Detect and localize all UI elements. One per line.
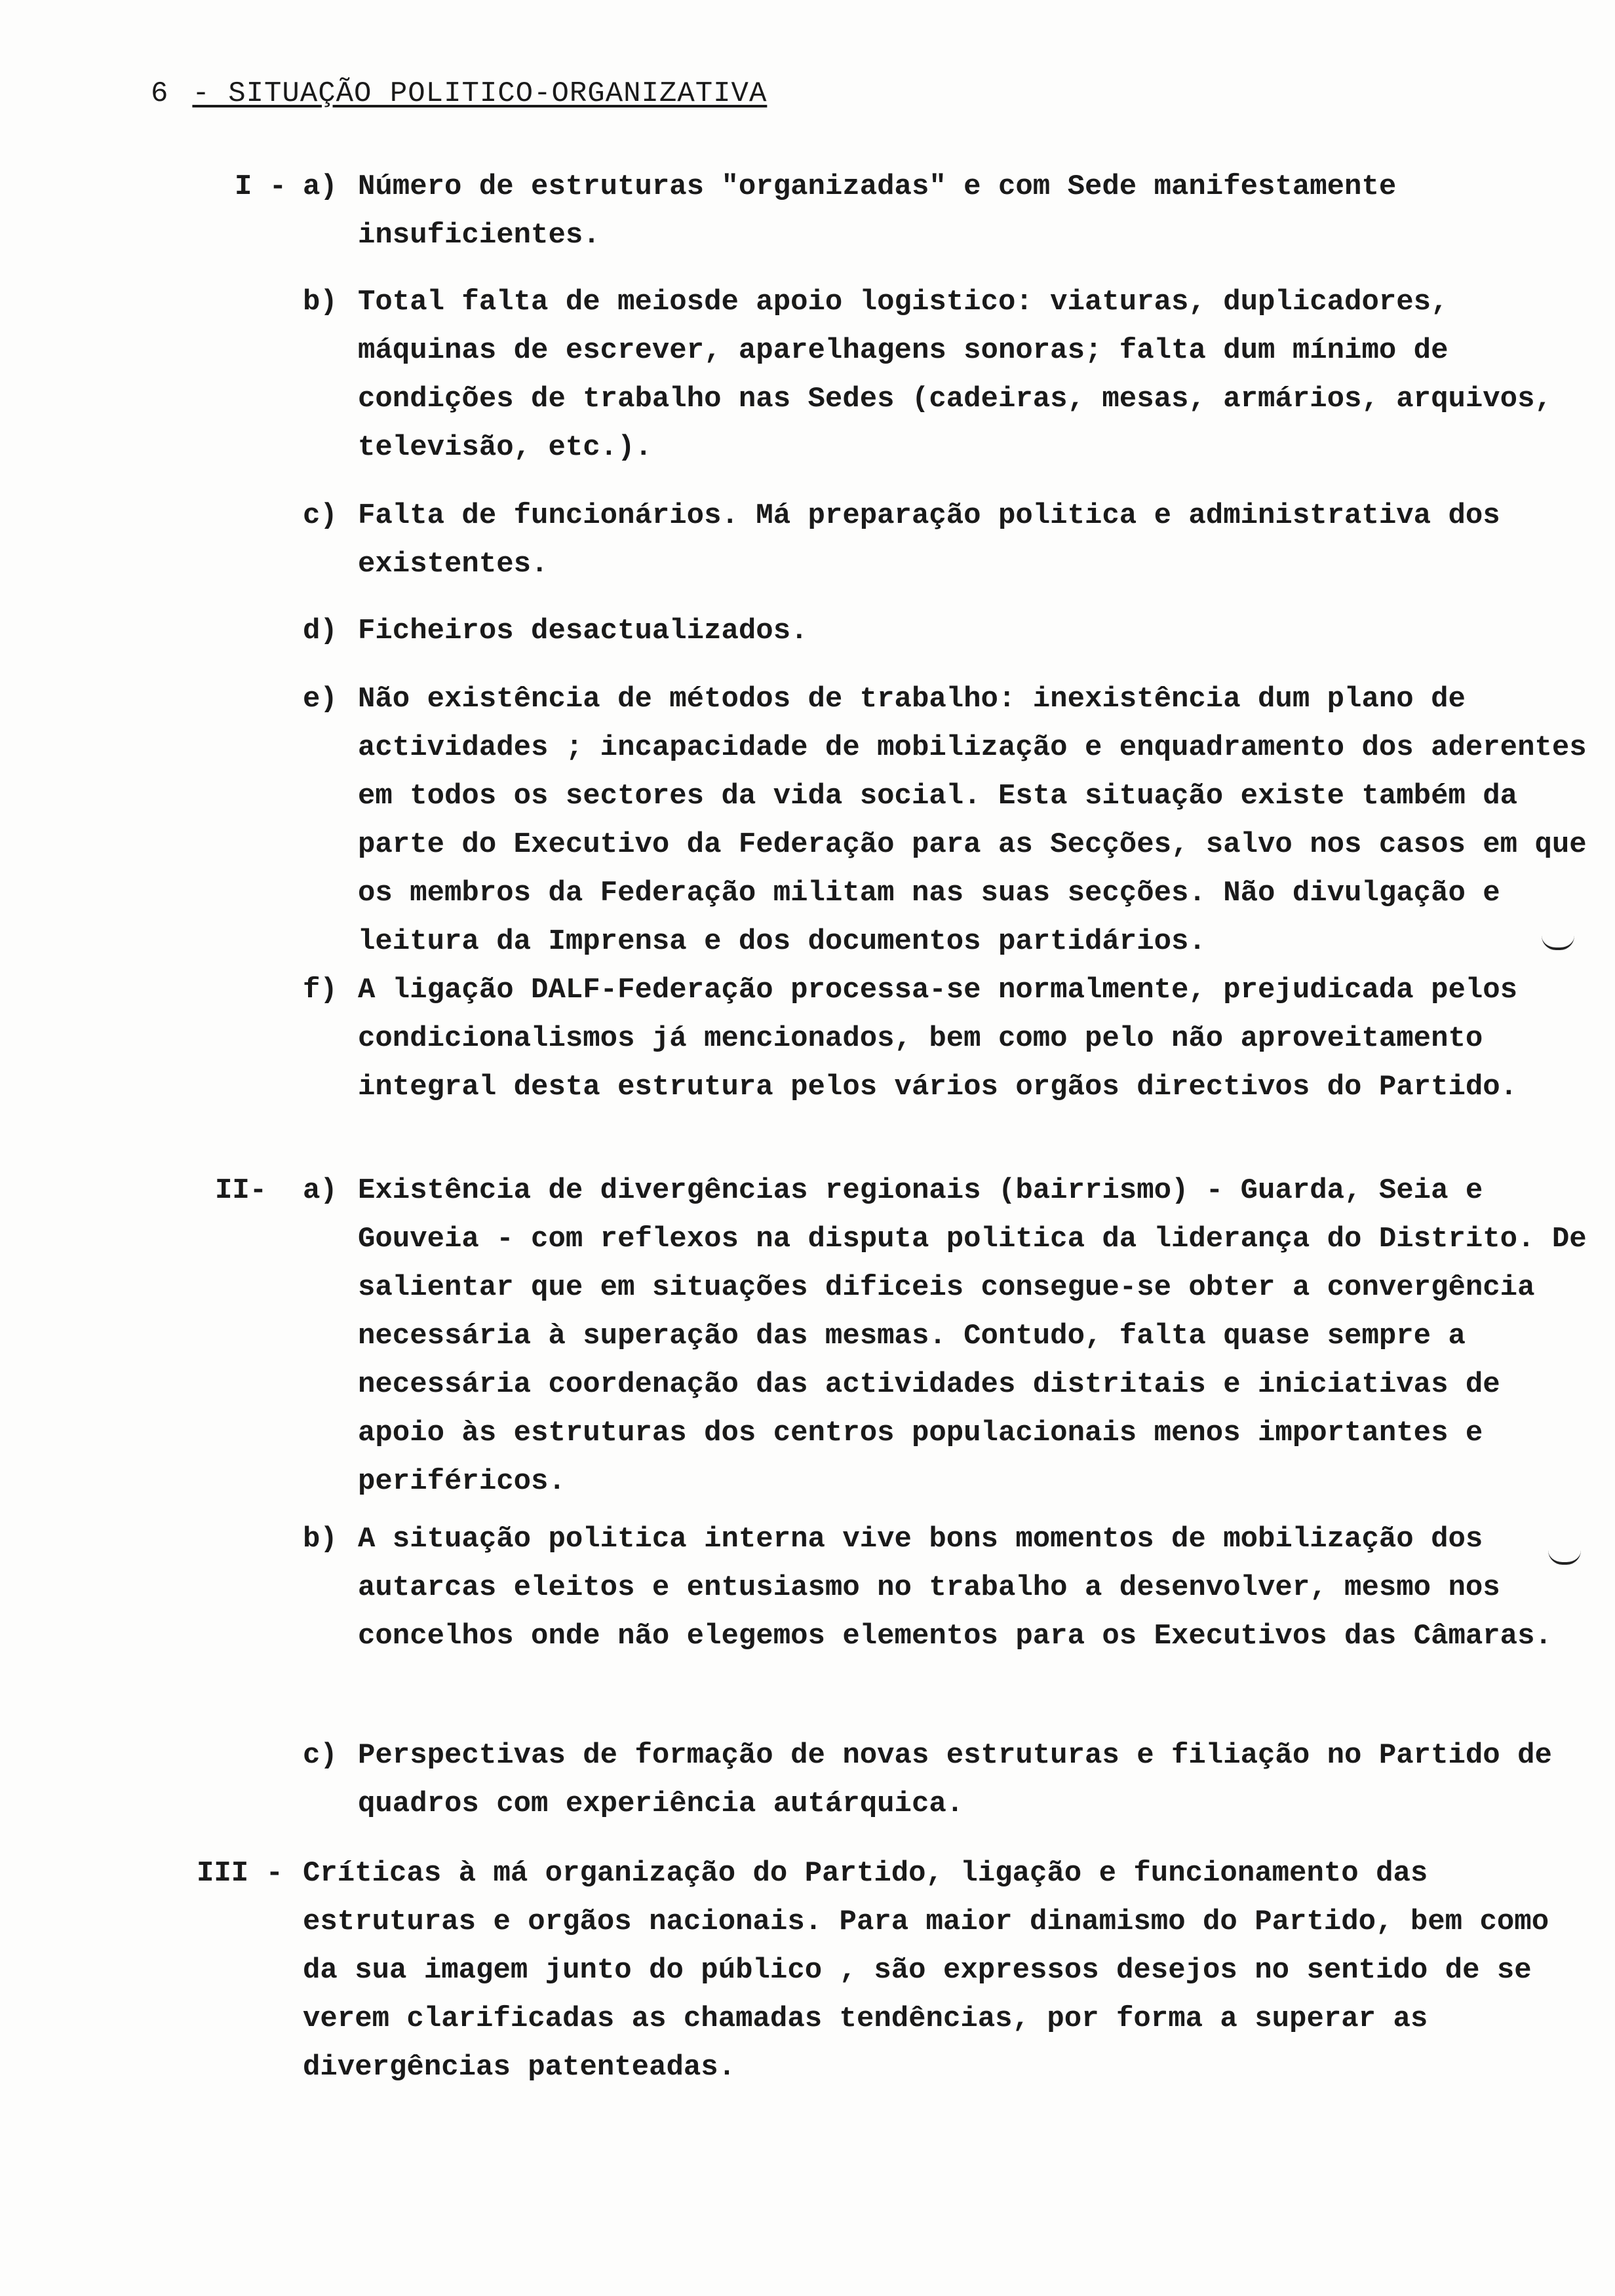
item-ii-b-label: b): [303, 1523, 338, 1556]
item-ii-a-text: Existência de divergências regionais (bairrismo) - Guarda, Seia e Gouveia - com reflexos na disputa politica da liderança do Distrito. De salientar que em situações dificeis consegue-se obter a convergência necessária à superação das mesmas. Contudo, falta quase sempre a necessária coordenação das actividades distritais e iniciativas de apoio às estruturas dos centros populacionais menos importantes e periféricos.: [358, 1174, 1587, 1498]
item-i-b-label: b): [303, 286, 338, 318]
item-i-f-text: A ligação DALF-Federação processa-se normalmente, prejudicada pelos condicionalismos já mencionados, bem como pelo não aproveitamento integral desta estrutura pelos vários orgãos directivos do Partido.: [358, 974, 1518, 1103]
item-i-d-label: d): [303, 615, 338, 647]
item-i-a-label: a): [303, 170, 338, 203]
item-ii-a-label: a): [303, 1174, 338, 1207]
item-i-c-text: Falta de funcionários. Má preparação politica e administrativa dos existentes.: [358, 499, 1500, 581]
item-i-c-label: c): [303, 499, 338, 532]
section-iii-label: III -: [197, 1857, 284, 1890]
item-ii-c-text: Perspectivas de formação de novas estruturas e filiação no Partido de quadros com experiência autárquica.: [358, 1739, 1552, 1820]
item-i-d-text: Ficheiros desactualizados.: [358, 615, 808, 647]
item-i-f-label: f): [303, 974, 338, 1006]
section-i-label: I -: [235, 170, 287, 203]
section-ii-label: II-: [215, 1174, 267, 1207]
item-i-e-text: Não existência de métodos de trabalho: inexistência dum plano de actividades ; incapacidade de mobilização e enquadramento dos aderentes em todos os sectores da vida social. Esta situação existe também da parte do Executivo da Federação para as Secções, salvo nos casos em que os membros da Federação militam nas suas secções. Não divulgação e leitura da Imprensa e dos documentos partidários.: [358, 683, 1587, 958]
item-i-b-text: Total falta de meiosde apoio logistico: viaturas, duplicadores, máquinas de escrever, aparelhagens sonoras; falta dum mínimo de condições de trabalho nas Sedes (cadeiras, mesas, armários, arquivos, televisão, etc.).: [358, 286, 1552, 464]
item-i-a-text: Número de estruturas "organizadas" e com Sede manifestamente insuficientes.: [358, 170, 1397, 252]
section-title: - SITUAÇÃO POLITICO-ORGANIZATIVA: [192, 77, 768, 110]
section-heading: [151, 77, 767, 110]
section-number: 6: [151, 77, 169, 110]
item-ii-c-label: c): [303, 1739, 338, 1772]
section-iii-text: Críticas à má organização do Partido, ligação e funcionamento das estruturas e orgãos nacionais. Para maior dinamismo do Partido, bem como da sua imagem junto do público , são expressos desejos no sentido de se verem clarificadas as chamadas tendências, por forma a superar as divergências patenteadas.: [303, 1857, 1549, 2084]
item-ii-b-text: A situação politica interna vive bons momentos de mobilização dos autarcas eleitos e entusiasmo no trabalho a desenvolver, mesmo nos concelhos onde não elegemos elementos para os Executivos das Câmaras.: [358, 1523, 1552, 1653]
item-i-e-label: e): [303, 683, 338, 716]
